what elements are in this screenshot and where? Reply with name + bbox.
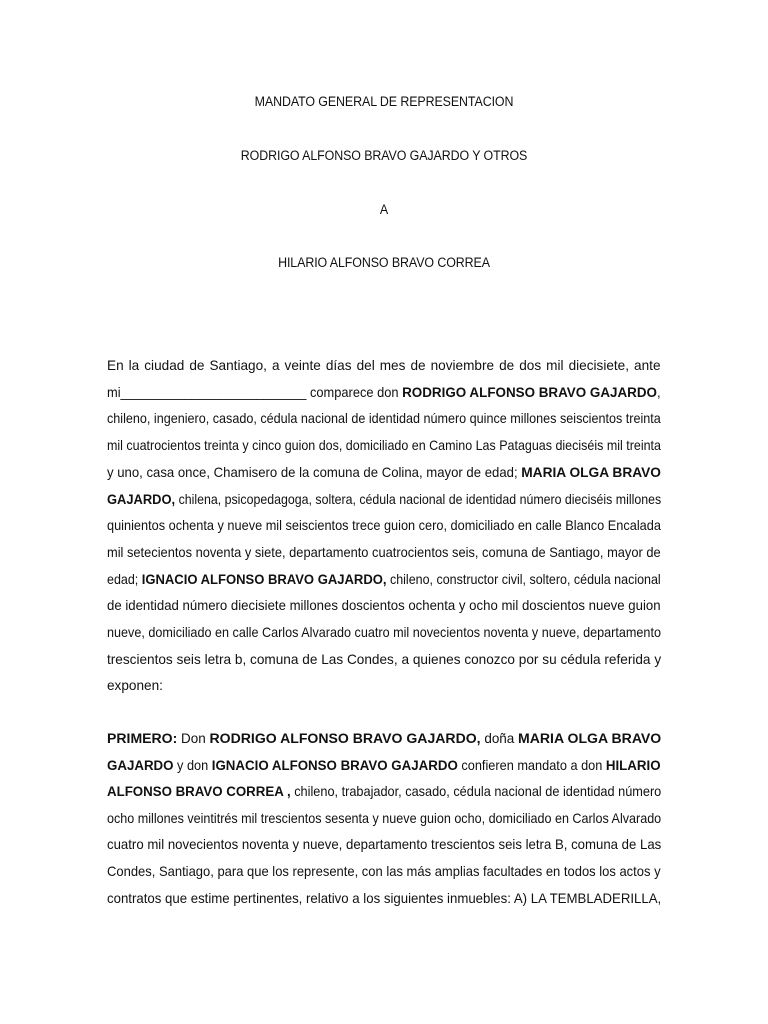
text-segment: chileno, constructor civil, soltero, cédula nacional xyxy=(386,571,661,587)
text-segment: nueve, domiciliado en calle Carlos Alvarado cuatro mil novecientos noventa y nueve, departamento xyxy=(107,625,661,640)
text-line xyxy=(107,864,661,879)
text-line xyxy=(107,385,661,401)
text-segment: mi__________________________ comparece don xyxy=(107,384,403,400)
bold-text-segment: MARIA OLGA BRAVO xyxy=(518,731,662,747)
text-line xyxy=(107,811,661,826)
text-line xyxy=(107,465,661,481)
text-segment: confieren mandato a don xyxy=(457,757,606,773)
text-segment: , xyxy=(656,384,661,400)
text-line xyxy=(107,598,661,613)
text-segment: Don xyxy=(177,731,210,746)
mandatary-heading: HILARIO ALFONSO BRAVO CORREA xyxy=(278,255,490,270)
text-line xyxy=(107,492,661,508)
text-segment: contratos que estime pertinentes, relativo a los siguientes inmuebles: A) LA TEMBLADERILLA, xyxy=(107,890,662,906)
text-line xyxy=(107,731,661,747)
text-line xyxy=(107,784,661,800)
bold-text-segment: IGNACIO ALFONSO BRAVO GAJARDO xyxy=(211,757,458,774)
connector-heading: A xyxy=(379,202,389,217)
bold-text-segment: RODRIGO ALFONSO BRAVO GAJARDO, xyxy=(209,731,481,747)
text-segment: ocho millones veintitrés mil trescientos sesenta y nueve guion ocho, domiciliado en Carlos Alvarado xyxy=(107,810,662,826)
text-segment: exponen: xyxy=(107,678,163,694)
text-line xyxy=(107,758,661,774)
text-segment: chileno, trabajador, casado, cédula nacional de identidad número xyxy=(290,784,662,800)
text-segment: mil cuatrocientos treinta y cinco guion dos, domiciliado en Camino Las Pataguas dieciséis mil treinta xyxy=(107,438,661,454)
text-line xyxy=(107,518,661,533)
text-segment: edad; xyxy=(107,571,142,587)
bold-text-segment: HILARIO xyxy=(605,757,661,774)
bold-text-segment: GAJARDO xyxy=(107,757,174,774)
text-segment: mil setecientos noventa y siete, departamento cuatrocientos seis, comuna de Santiago, mayor de xyxy=(107,544,661,560)
text-line xyxy=(107,438,661,453)
text-segment: quinientos ochenta y nueve mil seiscientos trece guion cero, domiciliado en calle Blanco Encalada xyxy=(107,518,661,534)
text-line xyxy=(107,891,661,906)
text-segment: y don xyxy=(173,757,212,773)
text-line xyxy=(107,358,661,373)
text-segment: doña xyxy=(480,731,519,746)
text-line xyxy=(107,652,661,667)
bold-text-segment: PRIMERO: xyxy=(107,731,178,747)
text-segment: chilena, psicopedagoga, soltera, cédula nacional de identidad número dieciséis millones xyxy=(175,491,662,507)
bold-text-segment: MARIA OLGA BRAVO xyxy=(521,464,661,481)
bold-text-segment: IGNACIO ALFONSO BRAVO GAJARDO, xyxy=(141,571,387,588)
bold-text-segment: GAJARDO, xyxy=(107,491,176,508)
parties-heading: RODRIGO ALFONSO BRAVO GAJARDO Y OTROS xyxy=(240,148,528,163)
text-segment: trescientos seis letra b, comuna de Las Condes, a quienes conozco por su cédula referida y xyxy=(107,651,662,667)
text-line xyxy=(107,545,661,560)
text-line xyxy=(107,411,661,426)
text-segment: de identidad número diecisiete millones doscientos ochenta y ocho mil doscientos nueve guion xyxy=(107,598,661,614)
text-segment: cuatro mil novecientos noventa y nueve, departamento trescientos seis letra B, comuna de Las xyxy=(107,837,662,853)
text-line xyxy=(107,837,661,852)
text-segment: y uno, casa once, Chamisero de la comuna de Colina, mayor de edad; xyxy=(107,464,522,480)
text-segment: Condes, Santiago, para que los represente, con las más amplias facultades en todos los actos y xyxy=(107,864,661,879)
text-segment: chileno, ingeniero, casado, cédula nacional de identidad número quince millones seiscientos treinta xyxy=(107,411,661,427)
text-line xyxy=(107,678,163,693)
text-line xyxy=(107,625,661,640)
bold-text-segment: RODRIGO ALFONSO BRAVO GAJARDO xyxy=(402,384,657,401)
bold-text-segment: ALFONSO BRAVO CORREA , xyxy=(107,784,291,801)
document-title: MANDATO GENERAL DE REPRESENTACION xyxy=(254,94,514,109)
text-segment: En la ciudad de Santiago, a veinte días del mes de noviembre de dos mil diecisiete, ante xyxy=(107,358,661,373)
text-line xyxy=(107,572,661,588)
